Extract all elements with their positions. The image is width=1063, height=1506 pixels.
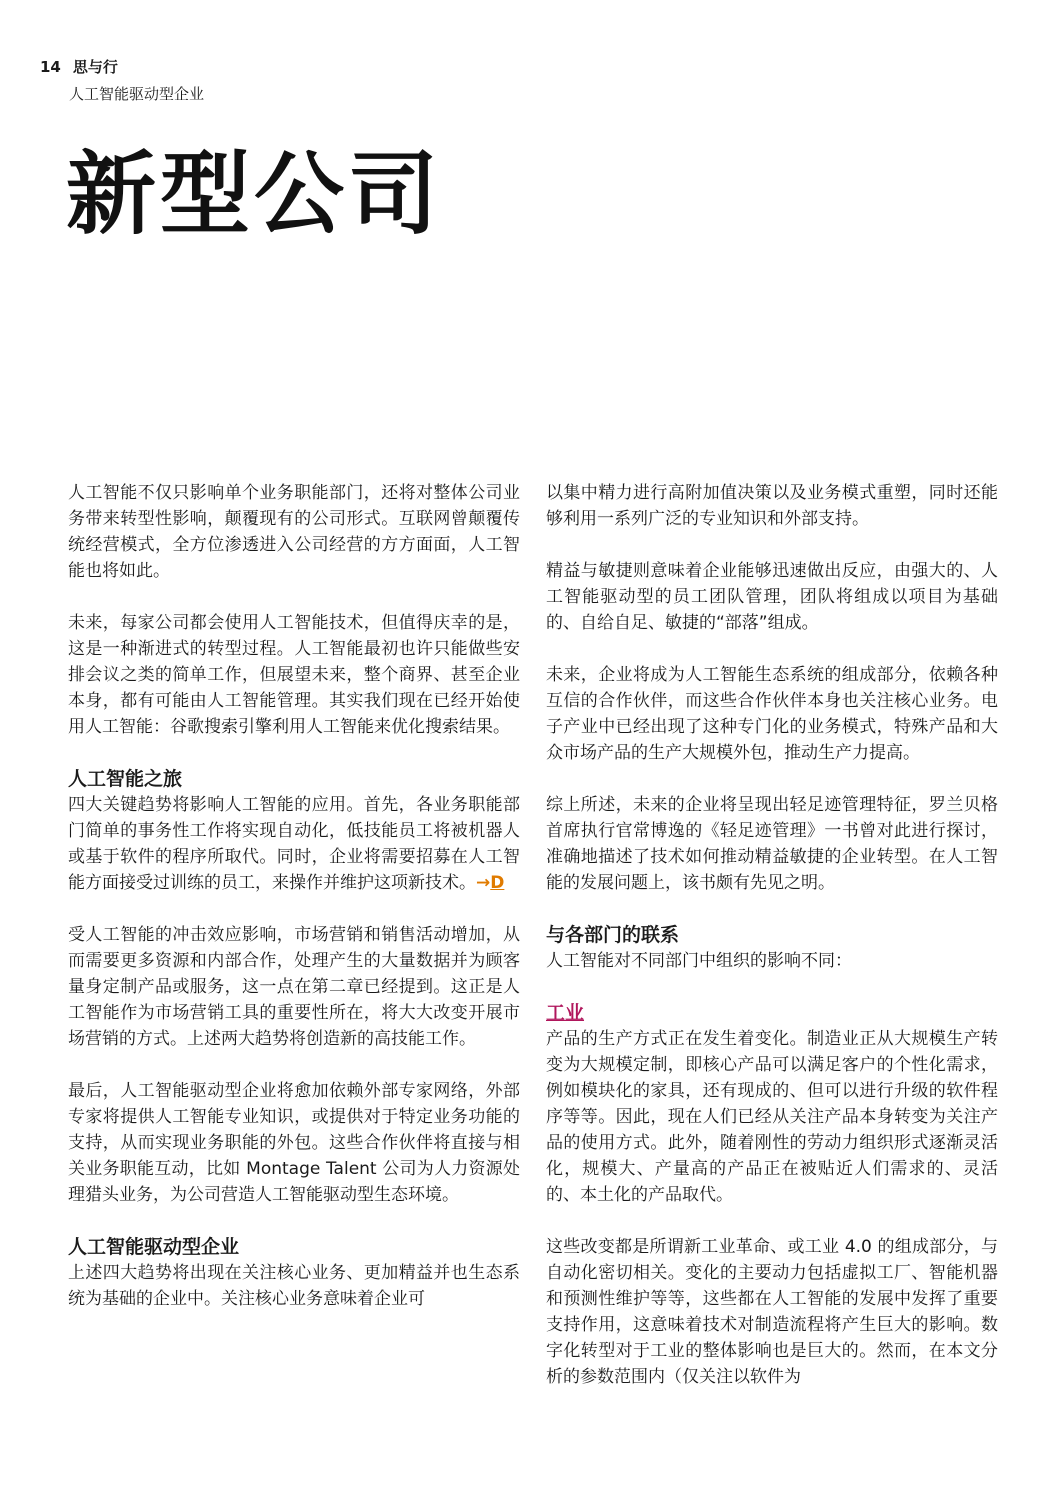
right-column: [546, 480, 998, 1416]
paragraph: 四大关键趋势将影响人工智能的应用。首先，各业务职能部门简单的事务性工作将实现自动化，低技能员工将被机器人或基于软件的程序所取代。同时，企业将需要招募在人工智能方面接受过训练的员工，来操作并维护这项新技术。→D: [68, 795, 520, 893]
subheading-industry-link[interactable]: 工业: [546, 1002, 585, 1024]
paragraph: 这些改变都是所谓新工业革命、或工业 4.0 的组成部分，与自动化密切相关。变化的主要动力包括虚拟工厂、智能机器和预测性维护等等，这些都在人工智能的发展中发挥了重要支持作用，这意味着技术对制造流程将产生巨大的影响。数字化转型对于工业的整体影响也是巨大的。然而，在本文分析的参数范围内（仅关注以软件为: [546, 1237, 998, 1387]
paragraph: 未来，企业将成为人工智能生态系统的组成部分，依赖各种互信的合作伙伴，而这些合作伙伴本身也关注核心业务。电子产业中已经出现了这种专门化的业务模式，特殊产品和大众市场产品的生产大规模外包，推动生产力提高。: [546, 665, 998, 763]
paragraph: 人工智能对不同部门中组织的影响不同：: [546, 951, 852, 971]
left-column: [68, 480, 520, 1338]
section-subtitle: 人工智能驱动型企业: [69, 85, 205, 103]
page-number: 14: [40, 58, 61, 76]
subheading-departments: 与各部门的联系: [546, 924, 680, 946]
paragraph: 未来，每家公司都会使用人工智能技术，但值得庆幸的是，这是一种渐进式的转型过程。人工智能最初也许只能做些安排会议之类的简单工作，但展望未来，整个商界、甚至企业本身，都有可能由人工智能管理。其实我们现在已经开始使用人工智能：谷歌搜索引擎利用人工智能来优化搜索结果。: [68, 613, 520, 737]
paragraph: 受人工智能的冲击效应影响，市场营销和销售活动增加，从而需要更多资源和内部合作，处理产生的大量数据并为顾客量身定制产品或服务，这一点在第二章已经提到。这正是人工智能作为市场营销工具的重要性所在，将大大改变开展市场营销的方式。上述两大趋势将创造新的高技能工作。: [68, 925, 520, 1049]
paragraph: 上述四大趋势将出现在关注核心业务、更加精益并也生态系统为基础的企业中。关注核心业务意味着企业可: [68, 1263, 520, 1309]
page-title: 新型公司: [66, 142, 442, 247]
subheading-ai-driven-enterprise: 人工智能驱动型企业: [68, 1236, 240, 1258]
arrow-right-icon: →: [476, 873, 491, 893]
section-title: 思与行: [72, 58, 118, 76]
paragraph: 最后，人工智能驱动型企业将愈加依赖外部专家网络，外部专家将提供人工智能专业知识，或提供对于特定业务功能的支持，从而实现业务职能的外包。这些合作伙伴将直接与相关业务职能互动，比如 Montage Talent 公司为人力资源处理猎头业务，为公司营造人工智能驱动型生态环境。: [68, 1081, 520, 1205]
paragraph: 产品的生产方式正在发生着变化。制造业正从大规模生产转变为大规模定制，即核心产品可以满足客户的个性化需求，例如模块化的家具，还有现成的、但可以进行升级的软件程序等等。因此，现在人们已经从关注产品本身转变为关注产品的使用方式。此外，随着刚性的劳动力组织形式逐渐灵活化，规模大、产量高的产品正在被贴近人们需求的、灵活的、本土化的产品取代。: [546, 1029, 998, 1205]
paragraph: 综上所述，未来的企业将呈现出轻足迹管理特征，罗兰贝格首席执行官常博逸的《轻足迹管理》一书曾对此进行探讨，准确地描述了技术如何推动精益敏捷的企业转型。在人工智能的发展问题上，该书颇有先见之明。: [546, 795, 998, 893]
subheading-ai-journey: 人工智能之旅: [68, 768, 183, 790]
reference-link-d[interactable]: D: [490, 873, 505, 893]
paragraph: 以集中精力进行高附加值决策以及业务模式重塑，同时还能够利用一系列广泛的专业知识和外部支持。: [546, 483, 998, 529]
paragraph: 精益与敏捷则意味着企业能够迅速做出反应，由强大的、人工智能驱动型的员工团队管理，团队将组成以项目为基础的、自给自足、敏捷的“部落”组成。: [546, 561, 998, 633]
page-header: [40, 56, 204, 104]
paragraph: 人工智能不仅只影响单个业务职能部门，还将对整体公司业务带来转型性影响，颠覆现有的公司形式。互联网曾颠覆传统经营模式，全方位渗透进入公司经营的方方面面，人工智能也将如此。: [68, 483, 520, 581]
